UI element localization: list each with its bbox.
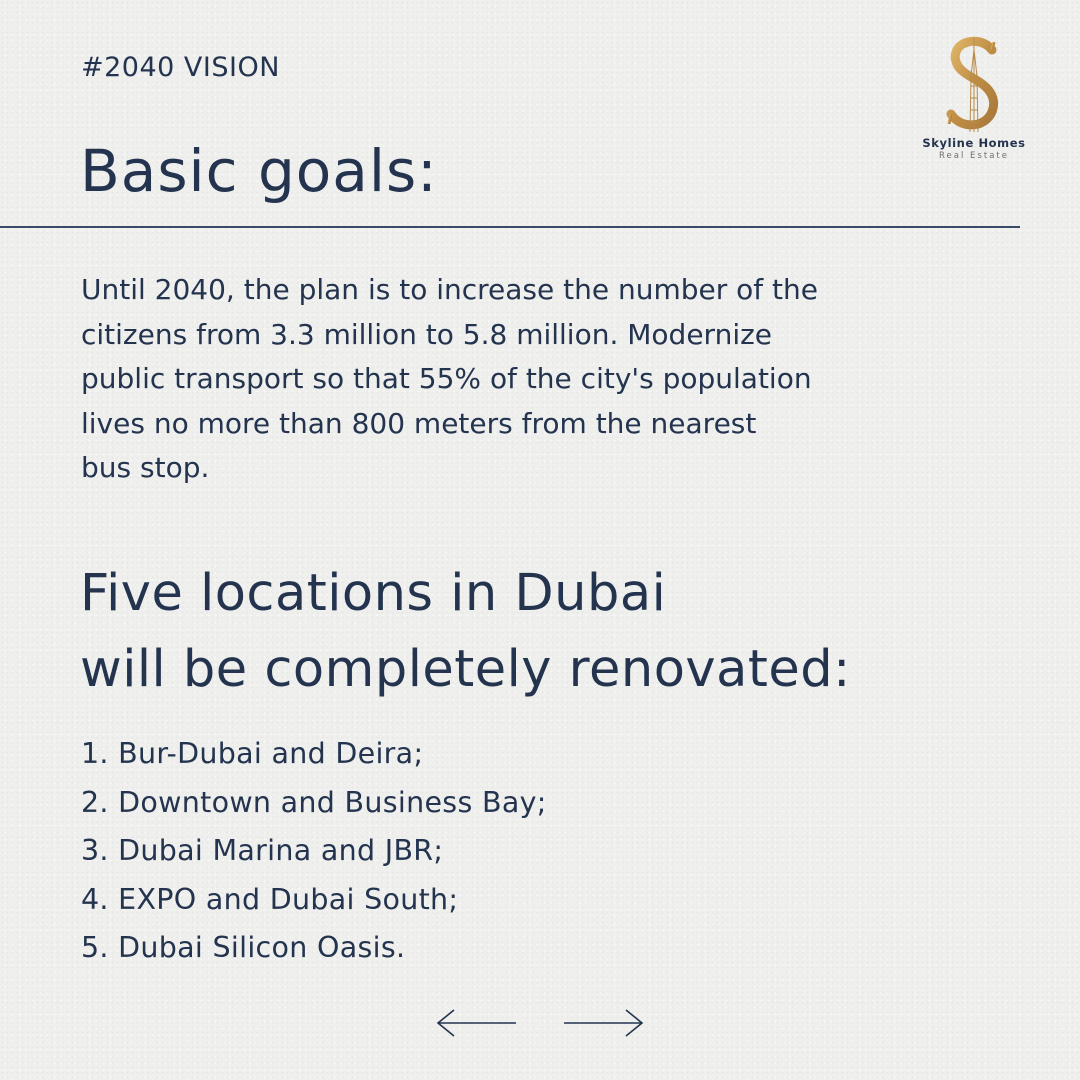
skyline-s-monogram-icon: [942, 36, 1006, 134]
list-item: 2. Downtown and Business Bay;: [81, 785, 547, 819]
header-divider: [0, 226, 1020, 228]
list-item: 1. Bur-Dubai and Deira;: [81, 737, 424, 770]
list-item: 3. Dubai Marina and JBR;: [81, 834, 444, 868]
locations-list: [81, 730, 547, 973]
goals-paragraph: Until 2040, the plan is to increase the number of the citizens from 3.3 million to 5.8 million. Modernize public transport so that 55% of the city's population lives no more than 800 meters from the nearest bus stop.: [81, 273, 819, 484]
post-tag: #2040 VISION: [81, 52, 280, 83]
brand-logo: [912, 36, 1036, 164]
arrow-right-icon: [562, 1006, 646, 1040]
list-item: 5. Dubai Silicon Oasis.: [81, 931, 406, 965]
locations-heading: Five locations in Dubai will be completely renovated:: [80, 564, 851, 699]
arrow-left-icon: [434, 1006, 518, 1040]
prev-slide-button[interactable]: [434, 1006, 518, 1040]
brand-name: Skyline Homes: [922, 136, 1026, 150]
page-title: Basic goals:: [80, 137, 438, 205]
list-item: 4. EXPO and Dubai South;: [81, 882, 459, 916]
next-slide-button[interactable]: [562, 1006, 646, 1040]
brand-subtitle: Real Estate: [939, 151, 1009, 161]
